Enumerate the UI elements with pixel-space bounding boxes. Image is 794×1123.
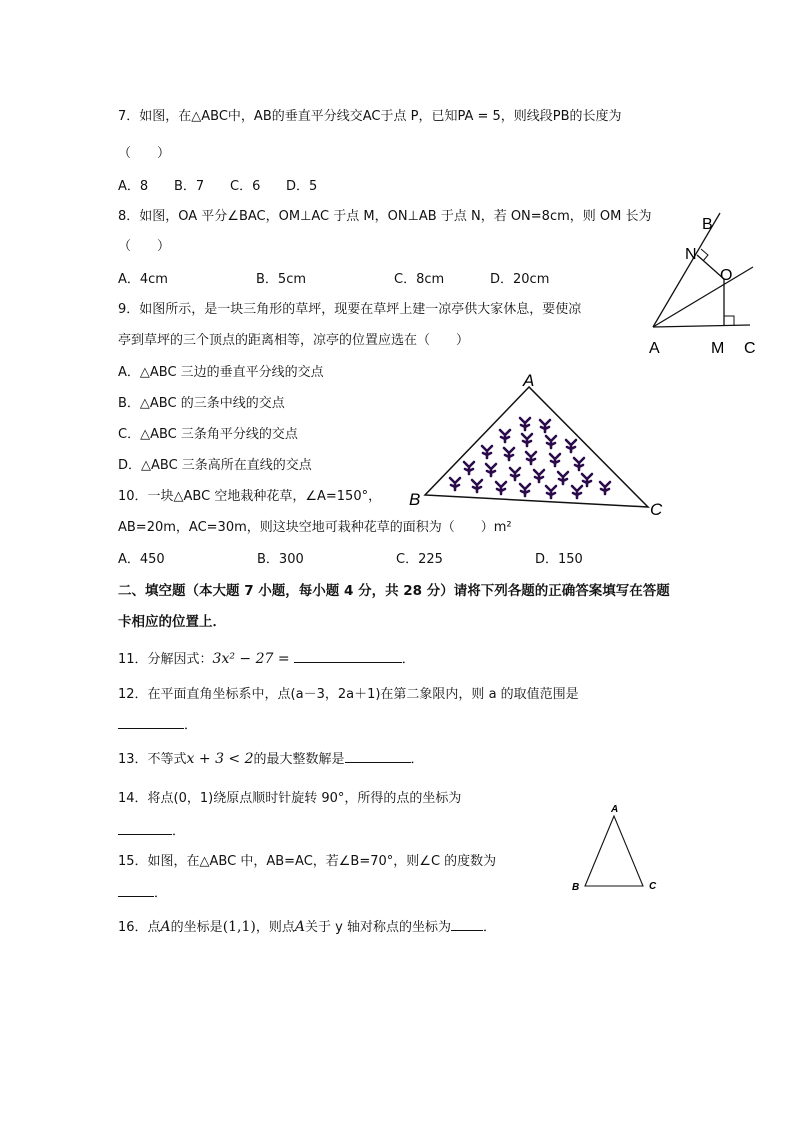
q7-options [118, 178, 317, 196]
q9-label-a: A [523, 371, 535, 390]
q10-option-a: A．450 [118, 552, 165, 567]
plant-icons [450, 418, 610, 498]
q16-middle3: 关于 y 轴对称点的坐标为 [305, 920, 451, 935]
q13-prefix: 13．不等式 [118, 752, 187, 767]
q7-option-d: D．5 [286, 179, 318, 194]
q8-stem: 8．如图，OA 平分∠BAC，OM⊥AC 于点 M，ON⊥AB 于点 N，若 ON=8cm，则 OM 长为 [118, 209, 652, 224]
q16-suffix: ． [483, 920, 497, 935]
q16-coordinate: (1,1) [222, 919, 256, 935]
q15-label-a: A [611, 804, 619, 815]
q8-option-d: D．20cm [490, 272, 550, 287]
q16-point-a2: A [294, 919, 306, 935]
q16-point-a: A [160, 919, 171, 935]
q9-label-b: B [409, 490, 421, 509]
q8-options [118, 271, 549, 289]
q9-stem-line2: 亭到草坪的三个顶点的距离相等，凉亭的位置应选在（ ） [118, 333, 470, 348]
q14-stem: 14．将点(0，1)绕原点顺时针旋转 90°，所得的点的坐标为 [118, 791, 462, 806]
q14-suffix: ． [172, 824, 186, 839]
q11-prefix: 11．分解因式： [118, 652, 213, 667]
q8-label-o: O [720, 267, 733, 284]
q13-answer-blank[interactable] [345, 750, 411, 763]
q13-stem [118, 750, 424, 769]
q12-suffix: ． [184, 718, 198, 733]
q16-stem [118, 918, 496, 937]
q16-middle2: ，则点 [255, 920, 295, 935]
q9-option-a: A．△ABC 三边的垂直平分线的交点 [118, 365, 324, 380]
q11-answer-blank[interactable] [294, 650, 402, 663]
q13-expression: x + 3 < 2 [186, 751, 254, 767]
q10-option-d: D．150 [535, 552, 583, 567]
q16-answer-blank[interactable] [451, 918, 483, 931]
q8-label-b: B [702, 216, 713, 233]
section2-heading-line1: 二、填空题（本大题 7 小题，每小题 4 分，共 28 分）请将下列各题的正确答案填写在答题 [118, 583, 670, 599]
q8-option-c: C．8cm [394, 272, 445, 287]
q7-paren: （ ） [118, 146, 171, 161]
q9-lawn-figure [405, 370, 670, 520]
q11-expression: 3x² − 27 = [212, 651, 290, 667]
q9-stem-line1: 9．如图所示，是一块三角形的草坪，现要在草坪上建一凉亭供大家休息，要使凉 [118, 302, 582, 317]
q15-stem: 15．如图，在△ABC 中，AB=AC，若∠B=70°，则∠C 的度数为 [118, 854, 497, 869]
q12-answer-line [118, 716, 197, 735]
q7-option-b: B．7 [174, 179, 205, 194]
q7-option-a: A．8 [118, 179, 149, 194]
q16-prefix: 16．点 [118, 920, 161, 935]
q10-option-b: B．300 [257, 552, 304, 567]
section2-heading-line2: 卡相应的位置上． [118, 614, 226, 630]
q7-stem: 7．如图，在△ABC中，AB的垂直平分线交AC于点 P，已知PA = 5，则线段PB的长度为 [118, 109, 622, 124]
q15-label-c: C [649, 881, 657, 892]
q12-answer-blank[interactable] [118, 716, 184, 729]
q9-option-b: B．△ABC 的三条中线的交点 [118, 396, 285, 411]
q11-suffix: ． [401, 652, 415, 667]
q8-paren: （ ） [118, 239, 171, 254]
q8-label-m: M [711, 340, 725, 357]
q13-middle: 的最大整数解是 [253, 752, 345, 767]
q9-option-d: D．△ABC 三条高所在直线的交点 [118, 458, 312, 473]
q9-label-c: C [650, 500, 663, 519]
q15-answer-line [118, 884, 167, 903]
q14-answer-line [118, 822, 185, 841]
q15-label-b: B [572, 882, 580, 893]
q8-label-c: C [744, 340, 756, 357]
q10-options [118, 551, 583, 569]
q13-suffix: ． [410, 752, 424, 767]
q15-suffix: ． [154, 886, 168, 901]
q11-stem [118, 650, 415, 669]
q15-triangle-figure [568, 800, 668, 900]
q8-label-n: N [685, 246, 697, 263]
q10-option-c: C．225 [396, 552, 443, 567]
q8-option-a: A．4cm [118, 272, 168, 287]
q10-stem-line2: AB=20m，AC=30m，则这块空地可栽种花草的面积为（ ）m² [118, 520, 512, 535]
q14-answer-blank[interactable] [118, 822, 172, 835]
q16-middle1: 的坐标是 [170, 920, 223, 935]
q8-option-b: B．5cm [256, 272, 307, 287]
q15-answer-blank[interactable] [118, 884, 154, 897]
q9-option-c: C．△ABC 三条角平分线的交点 [118, 427, 298, 442]
q8-angle-figure [640, 205, 770, 365]
q12-stem: 12．在平面直角坐标系中，点(a－3，2a＋1)在第二象限内，则 a 的取值范围是 [118, 687, 579, 702]
q7-option-c: C．6 [230, 179, 261, 194]
q8-label-a: A [649, 340, 660, 357]
q10-stem-line1: 10．一块△ABC 空地栽种花草，∠A=150°， [118, 489, 382, 504]
